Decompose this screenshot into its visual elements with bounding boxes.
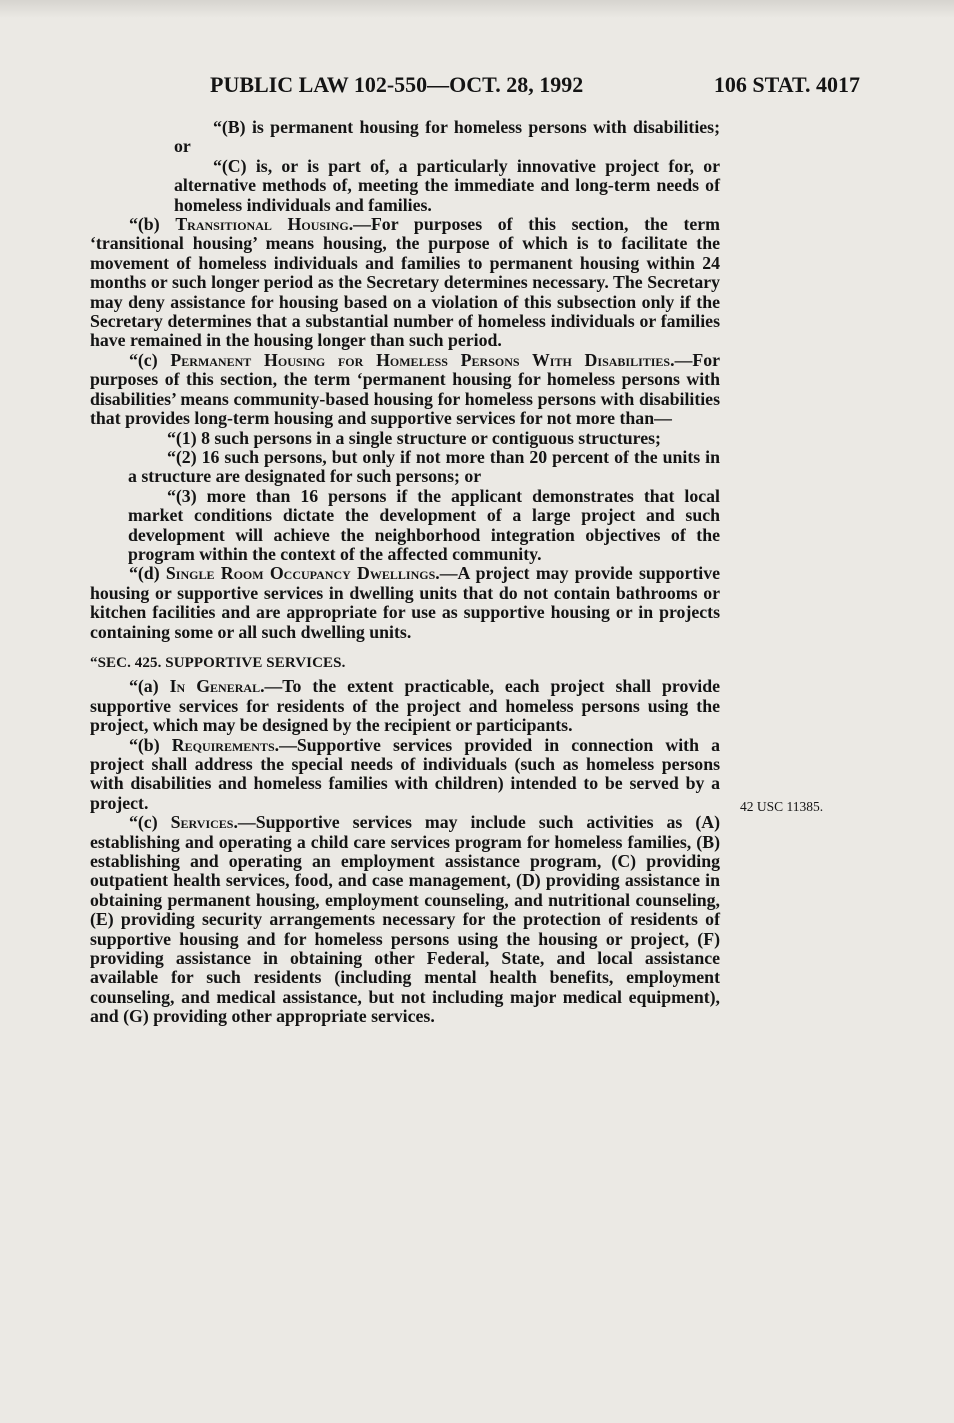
subsection-label: “(b) [129, 734, 160, 755]
subsection-d-single-room-occupancy [90, 564, 720, 642]
subsection-label: “(a) [129, 676, 159, 697]
subsection-heading: Transitional Housing. [175, 214, 354, 235]
subsection-c-permanent-housing [90, 351, 720, 429]
usc-margin-citation: 42 USC 11385. [740, 799, 824, 814]
subsection-body: —Supportive services may include such activities as (A) establishing and operating a child care services program for homeless families, (B) establishing and operating an employment assistance program, (C) providing outpatient health services, food, and case management, (D) providing assistance in obtaining permanent housing, employment counseling, and nutritional counseling, (E) providing security arrangements necessary for the protection of residents of supportive housing and for homeless persons using the housing or project, (F) providing assistance in obtaining other Federal, State, and local assistance available for such residents (including mental health benefits, employment counseling, and medical assistance, but not including major medical equipment), and (G) providing other appropriate services. [90, 812, 720, 1027]
subsection-heading: Single Room Occupancy Dwellings. [165, 563, 440, 584]
subsection-label: “(b) [129, 214, 160, 235]
subsection-heading: In General. [169, 676, 265, 697]
subsection-heading: Permanent Housing for Homeless Persons With Disabilities. [170, 349, 675, 370]
subsection-body: —For purposes of this section, the term ‘permanent housing for homeless persons with disabilities’ means community-based housing for homeless persons with disabilities that provides long-term housing and supportive services for not more than— [90, 349, 720, 429]
paragraph-3-more-than-sixteen: “(3) more than 16 persons if the applicant demonstrates that local market conditions dictate the development of a large project and such development will achieve the neighborhood integration objectives of the program within the context of the affected community. [128, 485, 720, 564]
statute-page-number: 106 STAT. 4017 [713, 72, 860, 97]
subsection-heading: Services. [170, 812, 238, 833]
subsection-body: —A project may provide supportive housing or supportive services in dwelling units that do not contain bathrooms or kitchen facilities and are appropriate for use as supportive housing or in projects containing some or all such dwelling units. [90, 563, 720, 642]
page-header [210, 66, 860, 102]
paragraph-2-sixteen-persons: “(2) 16 such persons, but only if not more than 20 percent of the units in a structure are designated for such persons; or [128, 446, 720, 487]
paragraph-b-permanent: “(B) is permanent housing for homeless persons with disabilities; or [174, 117, 720, 157]
subsection-b-transitional-housing [90, 215, 720, 351]
scan-top-edge [0, 0, 954, 18]
subsection-label: “(c) [129, 812, 158, 833]
subsection-body: —To the extent practicable, each project shall provide supportive services for residents of the project and homeless persons using the project, which may be designed by the recipient or participants. [90, 676, 720, 736]
subsection-label: “(d) [129, 563, 160, 584]
subsection-b-requirements [90, 736, 720, 814]
subsection-body: —Supportive services provided in connection with a project shall address the special needs of individuals (such as homeless persons with disabilities and homeless families with children) intended to be served by a project. [90, 734, 721, 813]
paragraph-1-eight-persons: “(1) 8 such persons in a single structure or contiguous structures; [167, 427, 661, 448]
section-425-heading: “SEC. 425. SUPPORTIVE SERVICES. [90, 654, 346, 671]
subsection-body: —For purposes of this section, the term ‘transitional housing’ means housing, the purpose of which is to facilitate the movement of homeless individuals and families to permanent housing within 24 months or such longer period as the Secretary determines necessary. The Secretary may deny assistance for housing based on a violation of this subsection only if the Secretary determines that a substantial number of homeless individuals or families have remained in the housing longer than such period. [90, 214, 720, 351]
paragraph-c-innovative: “(C) is, or is part of, a particularly innovative project for, or alternative methods of, meeting the immediate and long-term needs of homeless individuals and families. [174, 155, 720, 215]
subsection-a-in-general [90, 677, 720, 735]
subsection-c-services [90, 813, 720, 1026]
subsection-label: “(c) [129, 349, 158, 370]
running-title: PUBLIC LAW 102-550—OCT. 28, 1992 [210, 72, 584, 97]
statute-text [90, 118, 720, 1027]
subsection-heading: Requirements. [171, 734, 280, 755]
